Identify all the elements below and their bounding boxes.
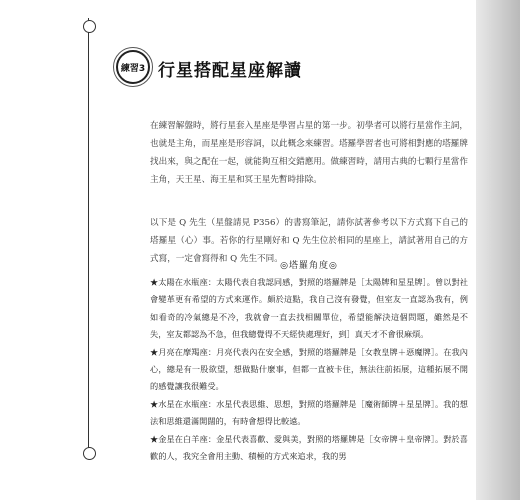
rule-bottom-ornament-icon — [83, 447, 96, 460]
intro-paragraph-2: 以下是 Q 先生（星盤請見 P356）的書寫筆記，請你試著參考以下方式寫下自己的塔羅星（心）事。若你的行星剛好和 Q 先生位於相同的星座上，請試著用自己的方式寫，一定會寫得和 Q 先生不同。 — [150, 217, 468, 264]
rule-top-ornament-icon — [83, 20, 96, 33]
exercise-badge: 練習3 — [116, 50, 150, 84]
note-entry-moon: ★月亮在摩羯座：月亮代表內在安全感，對照的塔羅牌是［女教皇牌＋惡魔牌］。在我內心，總是有一股欲望，想做點什麼事，但都一直被卡住，無法往前拓展，這種拓展不開的感覺讓我很難受。 — [150, 346, 468, 392]
page-edge-shadow — [476, 0, 520, 500]
intro-paragraph-1: 在練習解盤時，將行星套入星座是學習占星的第一步。初學者可以將行星當作主詞，也就是主角，而星座是形容詞，以此概念來練習。塔羅學習者也可將相對應的塔羅牌找出來，與之配在一起，就能夠互相交錯應用。做練習時，請用古典的七顆行星當作主角，天王星、海王星和冥王星先暫時排除。 — [150, 120, 468, 185]
note-entry-venus: ★金星在白羊座：金星代表喜歡、愛與美，對照的塔羅牌是［女帝牌＋皇帝牌］。對於喜歡的人，我究全會用主動、積極的方式來追求，我的男 — [150, 433, 468, 462]
note-entry-mercury: ★水星在水瓶座：水星代表思維、思想，對照的塔羅牌是［魔術師牌＋星星牌］。我的想法和思維還滿開闊的，有時會想得比較遠。 — [150, 398, 468, 427]
page-title: 行星搭配星座解讀 — [158, 61, 302, 81]
decorative-vertical-rule — [88, 18, 89, 458]
notes-heading: ◎塔羅角度◎ — [280, 261, 338, 271]
handwritten-notes — [150, 274, 468, 465]
note-entry-sun: ★太陽在水瓶座：太陽代表自我認同感，對照的塔羅牌是［太陽牌和星星牌］。曾以對社會變革更有希望的方式來運作。頗於這點，我自己沒有發覺，但室友一直認為我有，例如看奇的冷氣總是不冷，我就會一直去找相關單位，希望能解決這個問題，雖然是不失，室友都認為不急，但我總覺得不天經快處理好，到］真天才不會很麻煩。 — [150, 277, 468, 340]
